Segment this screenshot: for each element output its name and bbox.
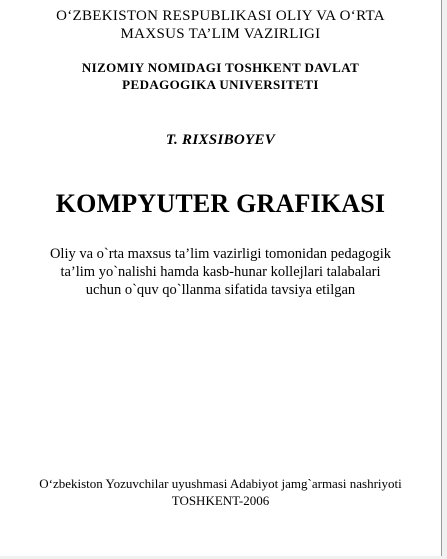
university-name-line-1: NIZOMIY NOMIDAGI TOSHKENT DAVLAT (81, 60, 360, 75)
book-title: KOMPYUTER GRAFIKASI (55, 189, 386, 218)
page-edge-line (441, 0, 442, 559)
university-name-line-2: PEDAGOGIKA UNIVERSITETI (122, 77, 319, 92)
description-line-1: Oliy va o`rta maxsus ta’lim vazirligi tomonidan pedagogik (49, 246, 392, 262)
author-name: T. RIXSIBOYEV (165, 132, 276, 148)
ministry-name-line-2: MAXSUS TA’LIM VAZIRLIGI (120, 26, 321, 42)
description-line-2: ta’lim yo`nalishi hamda kasb-hunar kollejlari talabalari (60, 264, 381, 280)
description-line-3: uchun o`quv qo`llanma sifatida tavsiya etilgan (85, 282, 356, 298)
city-year: TOSHKENT-2006 (171, 493, 270, 508)
ministry-name-line-1: O‘ZBEKISTON RESPUBLIKASI OLIY VA O‘RTA (56, 8, 385, 24)
publisher-name: O‘zbekiston Yozuvchilar uyushmasi Adabiyot jamg`armasi nashriyoti (39, 476, 402, 491)
